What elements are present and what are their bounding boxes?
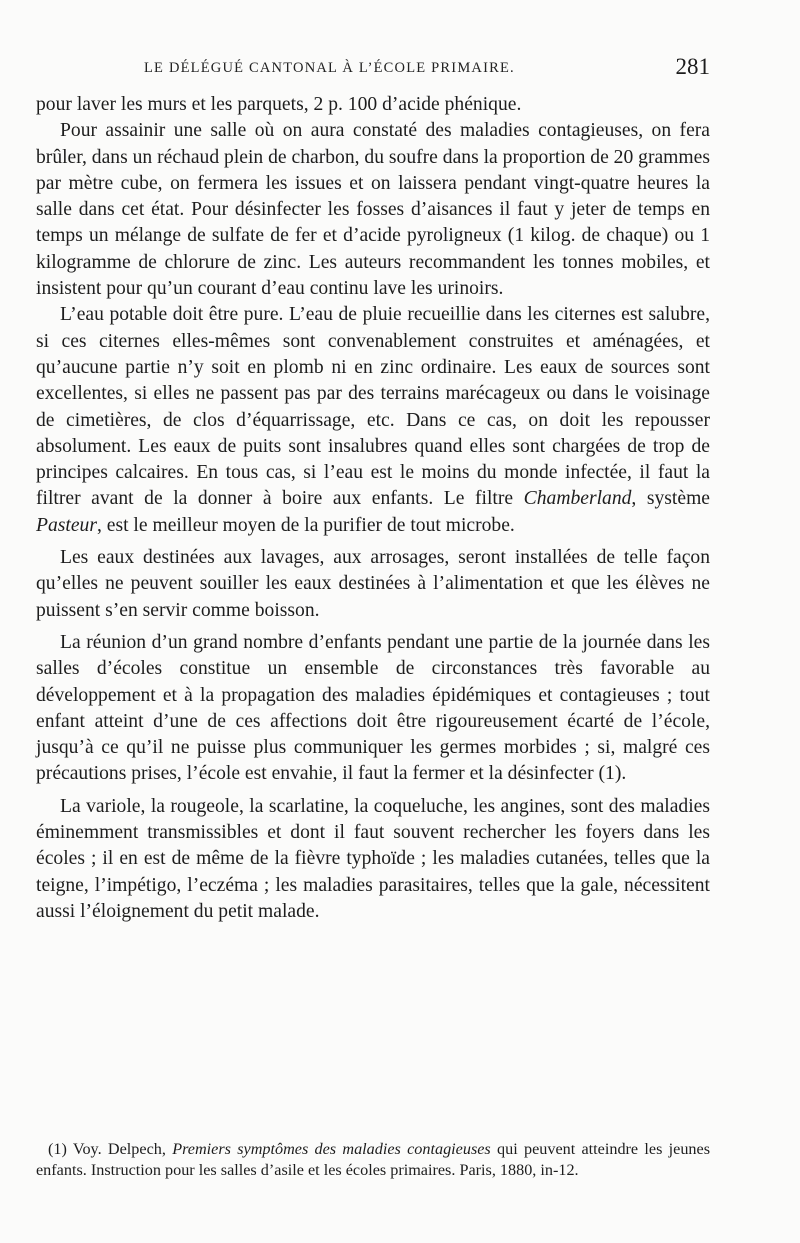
paragraph-drinking-water-part-b: , système bbox=[631, 488, 710, 510]
paragraph-continuation: pour laver les murs et les parquets, 2 p. 100 d’acide phénique. bbox=[36, 94, 522, 115]
footnote-rest: qui peuvent atteindre les jeunes enfants. Instruction pour les salles d’asile et les écoles primaires. Paris, 1880, in-12. bbox=[36, 1140, 711, 1179]
paragraph-drinking-water-part-a: L’eau potable doit être pure. L’eau de pluie recueillie dans les citernes est salubre, si ces citernes elles-mêmes sont convenablement construites et aménagées, et qu’aucune partie n’y soit en plomb ni en zinc ordinaire. Les eaux de sources sont excellentes, si elles ne passent pas par des terrains marécageux ou dans le voisinage de cimetières, de clos d’équarrissage, etc. Dans ce cas, on doit les repousser absolument. Les eaux de puits sont insalubres quand elles sont chargées de trop de principes calcaires. En tous cas, si l’eau est le moins du monde infectée, il faut la filtrer avant de la donner à boire aux enfants. Le filtre bbox=[36, 304, 710, 510]
body-text bbox=[36, 92, 710, 925]
paragraph-washing-water: Les eaux destinées aux lavages, aux arrosages, seront installées de telle façon qu’elles ne peuvent souiller les eaux destinées à l’alimentation et que les élèves ne puissent s’en servir comme boisson. bbox=[36, 547, 710, 621]
page-number: 281 bbox=[675, 54, 710, 79]
footnote bbox=[36, 1139, 710, 1181]
paragraph-drinking-water bbox=[36, 302, 710, 539]
chamberland-filter-name: Chamberland bbox=[523, 488, 632, 510]
paragraph-drinking-water-part-c: , est le meilleur moyen de la purifier de tout microbe. bbox=[96, 514, 515, 536]
footnote-text bbox=[36, 1139, 710, 1181]
running-title: LE DÉLÉGUÉ CANTONAL À L’ÉCOLE PRIMAIRE. bbox=[144, 60, 515, 76]
footnote-title: Premiers symptômes des maladies contagieuses bbox=[172, 1140, 491, 1158]
paragraph-contagion: La réunion d’un grand nombre d’enfants pendant une partie de la journée dans les salles d’écoles constitue un ensemble de circonstances très favorable au développement et à la propagation des maladies épidémiques et contagieuses ; tout enfant atteint d’une de ces affections doit être rigoureusement écarté de l’école, jusqu’à ce qu’il ne puisse plus communiquer les germes morbides ; si, malgré ces précautions prises, l’école est envahie, il faut la fermer et la désinfecter (1). bbox=[36, 631, 710, 785]
running-head bbox=[36, 56, 710, 88]
paragraph-diseases: La variole, la rougeole, la scarlatine, la coqueluche, les angines, sont des maladies éminemment transmissibles et dont il faut souvent rechercher les foyers dans les écoles ; il en est de même de la fièvre typhoïde ; les maladies cutanées, telles que la teigne, l’impétigo, l’eczéma ; les maladies parasitaires, telles que la gale, nécessitent aussi l’éloignement du petit malade. bbox=[36, 795, 710, 922]
pasteur-name: Pasteur bbox=[36, 514, 97, 536]
paragraph-disinfection: Pour assainir une salle où on aura constaté des maladies contagieuses, on fera brûler, dans un réchaud plein de charbon, du soufre dans la proportion de 20 grammes par mètre cube, on fermera les issues et on laissera pendant vingt-quatre heures la salle dans cet état. Pour désinfecter les fosses d’aisances il faut y jeter de temps en temps un mélange de sulfate de fer et d’acide pyroligneux (1 kilog. de chaque) ou 1 kilogramme de chlorure de zinc. Les auteurs recommandent les tonnes mobiles, et insistent pour qu’un courant d’eau continu lave les urinoirs. bbox=[36, 120, 710, 300]
footnote-lead: (1) Voy. Delpech, bbox=[48, 1140, 173, 1158]
